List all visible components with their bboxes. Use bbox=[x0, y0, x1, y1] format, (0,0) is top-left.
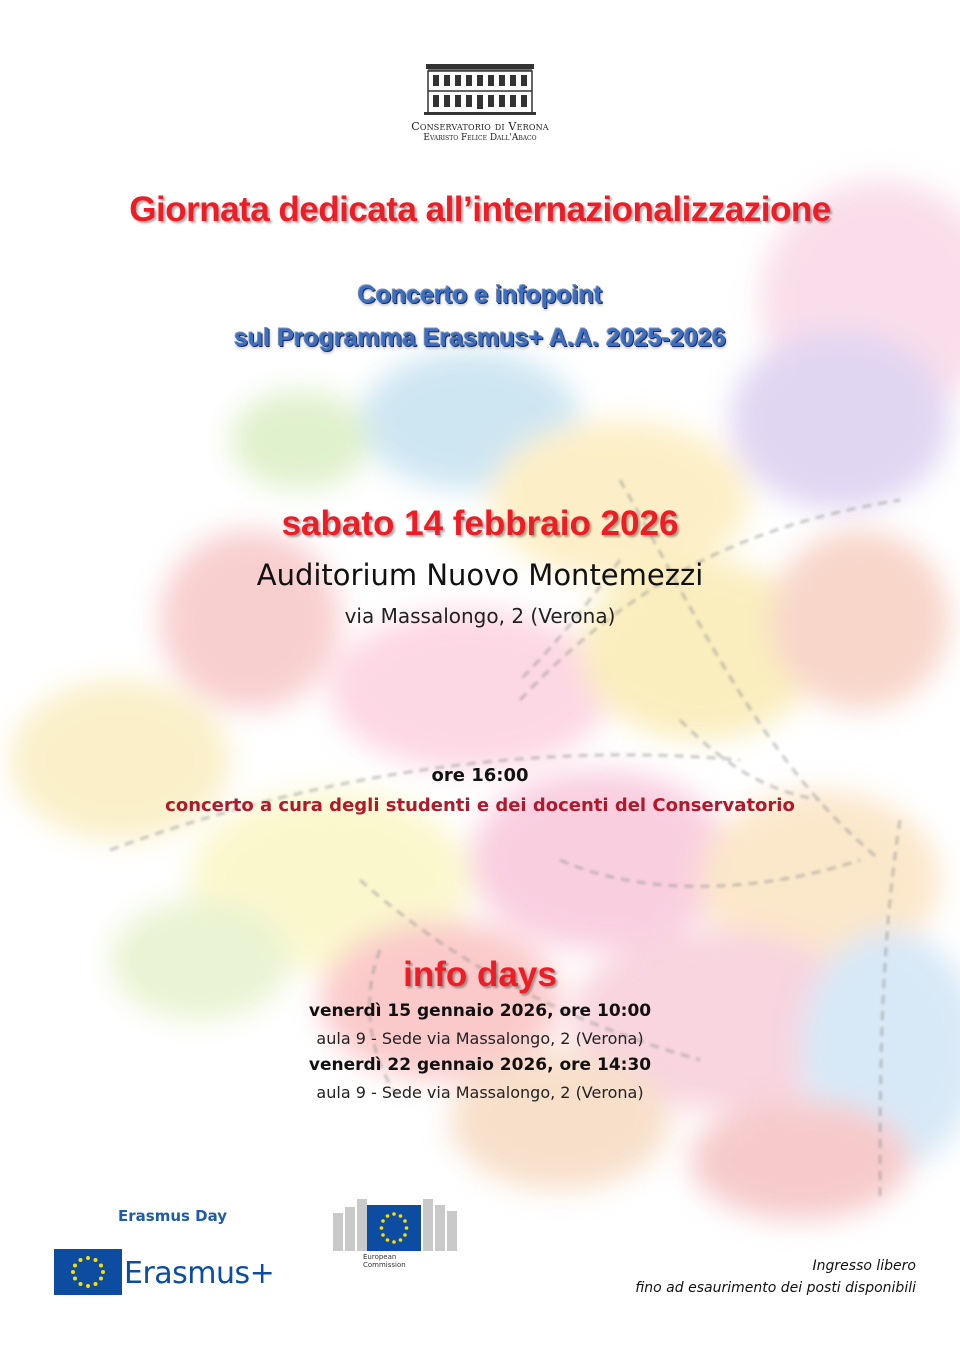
erasmus-plus-text: Erasmus+ bbox=[124, 1256, 275, 1291]
event-venue: Auditorium Nuovo Montemezzi bbox=[256, 558, 704, 592]
ec-logo-text-line-2: Commission bbox=[363, 1261, 406, 1269]
concert-description: concerto a cura degli studenti e dei docenti del Conservatorio bbox=[165, 795, 795, 816]
building-icon bbox=[424, 60, 536, 116]
info-day-2-date: venerdì 22 gennaio 2026, ore 14:30 bbox=[308, 1055, 652, 1075]
event-date: sabato 14 febbraio 2026 bbox=[281, 504, 679, 543]
conservatorio-logo bbox=[399, 60, 561, 144]
entry-line-2: fino ad esaurimento dei posti disponibili bbox=[635, 1280, 916, 1296]
ec-building-icon bbox=[331, 1191, 467, 1251]
page-title: Giornata dedicata all’internazionalizzazione bbox=[129, 190, 831, 229]
erasmus-plus-logo bbox=[54, 1249, 294, 1297]
info-day-1-location: aula 9 - Sede via Massalongo, 2 (Verona) bbox=[316, 1029, 644, 1048]
info-day-2-location: aula 9 - Sede via Massalongo, 2 (Verona) bbox=[316, 1083, 644, 1102]
institution-subtitle: Evaristo Felice Dall'Abaco bbox=[423, 133, 537, 143]
info-days-heading: info days bbox=[403, 955, 557, 994]
entry-note bbox=[635, 1255, 916, 1299]
erasmus-day-label: Erasmus Day bbox=[118, 1207, 228, 1225]
event-address: via Massalongo, 2 (Verona) bbox=[344, 604, 616, 628]
ec-logo-text-line-1: European bbox=[363, 1253, 397, 1261]
entry-line-1: Ingresso libero bbox=[812, 1258, 916, 1274]
info-day-1-date: venerdì 15 gennaio 2026, ore 10:00 bbox=[308, 1001, 652, 1021]
institution-name: Conservatorio di Verona bbox=[411, 120, 549, 133]
subtitle-line-2: sul Programma Erasmus+ A.A. 2025-2026 bbox=[234, 324, 726, 352]
eu-flag-icon bbox=[54, 1249, 122, 1295]
european-commission-logo bbox=[331, 1191, 467, 1285]
ec-logo-text bbox=[363, 1253, 406, 1269]
concert-time: ore 16:00 bbox=[431, 765, 529, 786]
subtitle-line-1: Concerto e infopoint bbox=[357, 281, 603, 309]
